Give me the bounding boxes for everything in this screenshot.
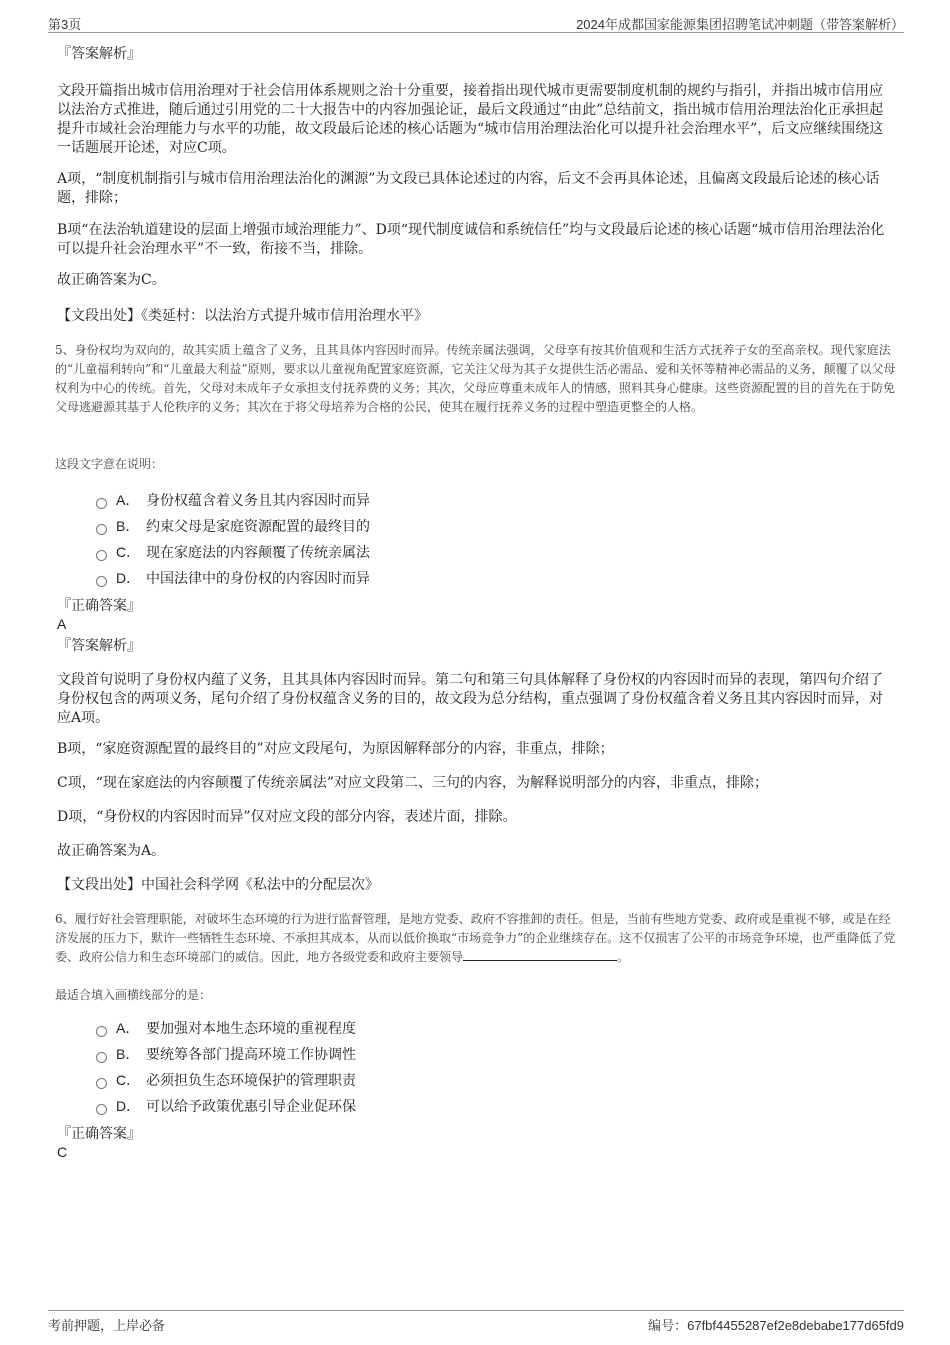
- q5-analysis-paragraph-1: 文段首句说明了身份权内蕴了义务，且其具体内容因时而异。第二句和第三句具体解释了身份权的内容因时而异的表现，第四句介绍了身份权包含的两项义务，尾句介绍了身份权蕴含义务的目的，故文段为总分结构，重点强调了身份权蕴含着义务且其内容因时而异，对应A项。: [57, 672, 883, 726]
- q4-analysis-paragraph-3: B项“在法治轨道建设的层面上增强市域治理能力”、D项“现代制度诚信和系统信任”均与文段最后论述的核心话题“城市信用治理法治化可以提升社会治理水平”不一致，衔接不当，排除。: [57, 222, 885, 257]
- q5-analysis-paragraph-5: 故正确答案为A。: [57, 843, 166, 859]
- radio-icon[interactable]: [96, 1026, 107, 1037]
- q5-option-d[interactable]: D． 中国法律中的身份权的内容因时而异: [96, 569, 370, 589]
- q5-answer: A: [57, 616, 67, 632]
- radio-icon[interactable]: [96, 576, 107, 587]
- q4-analysis-label: 『答案解析』: [57, 46, 141, 62]
- q4-analysis-paragraph-4: 故正确答案为C。: [57, 272, 166, 288]
- page-footer: [48, 1310, 904, 1333]
- page-header: [48, 12, 904, 33]
- q6-answer: C: [57, 1144, 68, 1160]
- q5-question-text: 5、身份权均为双向的，故其实质上蕴含了义务，且其具体内容因时而异。传统亲属法强调，父母享有按其价值观和生活方式抚养子女的至高亲权。现代家庭法的“儿童福利转向”和“儿童最大利益”原则，要求以儿童视角配置家庭资源，它关注父母为其子女提供生活必需品、爱和关怀等精神必需品的义务，颠覆了以父母权利为中心的传统。首先，父母对未成年子女承担支付抚养费的义务；其次，父母应尊重未成年人的情感，照料其身心健康。这些资源配置的目的首先在于防免父母逃避源其基于人伦秩序的义务；其次在于将父母培养为合格的公民，使其在履行抚养义务的过程中塑造更整全的人格。: [55, 343, 896, 414]
- q4-source: 【文段出处】《类延村：以法治方式提升城市信用治理水平》: [57, 308, 428, 324]
- footer-slogan: 考前押题，上岸必备: [48, 1318, 166, 1333]
- radio-icon[interactable]: [96, 550, 107, 561]
- fill-in-blank: [463, 948, 617, 961]
- q5-analysis-paragraph-2: B项，“家庭资源配置的最终目的”对应文段尾句，为原因解释部分的内容，非重点，排除；: [57, 741, 614, 757]
- radio-icon[interactable]: [96, 1052, 107, 1063]
- q5-analysis-paragraph-4: D项，“身份权的内容因时而异”仅对应文段的部分内容，表述片面，排除。: [57, 809, 517, 825]
- radio-icon[interactable]: [96, 1104, 107, 1115]
- q5-analysis-label: 『答案解析』: [57, 638, 141, 654]
- q5-analysis-paragraph-3: C项，“现在家庭法的内容颠覆了传统亲属法”对应文段第二、三句的内容，为解释说明部分的内容，非重点，排除；: [57, 775, 769, 791]
- q5-option-b[interactable]: B． 约束父母是家庭资源配置的最终目的: [96, 517, 370, 537]
- q4-analysis-paragraph-1: 文段开篇指出城市信用治理对于社会信用体系规则之治十分重要，接着指出现代城市更需要制度机制的规约与指引，并指出城市信用应以法治方式推进，随后通过引用党的二十大报告中的内容加强论证，最后文段通过“由此”总结前文，指出城市信用治理法治化正承担起提升市域社会治理能力与水平的功能，故文段最后论述的核心话题为“城市信用治理法治化可以提升社会治理水平”，后文应继续围绕这一话题展开论述，对应C项。: [57, 83, 884, 156]
- q6-prompt: 最适合填入画横线部分的是：: [55, 988, 212, 1002]
- radio-icon[interactable]: [96, 1078, 107, 1089]
- q6-option-a[interactable]: A． 要加强对本地生态环境的重视程度: [96, 1019, 356, 1039]
- page-number: 第3页: [48, 17, 82, 32]
- q5-prompt: 这段文字意在说明：: [55, 457, 164, 471]
- q6-option-b[interactable]: B． 要统筹各部门提高环境工作协调性: [96, 1045, 356, 1065]
- q6-option-c[interactable]: C． 必须担负生态环境保护的管理职责: [96, 1071, 356, 1091]
- q5-source: 【文段出处】中国社会科学网《私法中的分配层次》: [57, 877, 379, 893]
- radio-icon[interactable]: [96, 498, 107, 509]
- q6-question-text: 6、履行好社会管理职能，对破坏生态环境的行为进行监督管理，是地方党委、政府不容推卸的责任。但是，当前有些地方党委、政府或是重视不够，或是在经济发展的压力下，默许一些牺牲生态环境、不承担其成本，从而以低价换取“市场竞争力”的企业继续存在。这不仅损害了公平的市场竞争环境，也严重降低了党委、政府公信力和生态环境部门的威信。因此，地方各级党委和政府主要领导 。: [55, 912, 896, 964]
- q6-option-d[interactable]: D． 可以给予政策优惠引导企业促环保: [96, 1097, 356, 1117]
- radio-icon[interactable]: [96, 524, 107, 535]
- q5-answer-label: 『正确答案』: [57, 598, 141, 614]
- q5-option-c[interactable]: C． 现在家庭法的内容颠覆了传统亲属法: [96, 543, 370, 563]
- q6-answer-label: 『正确答案』: [57, 1126, 141, 1142]
- document-title: 2024年成都国家能源集团招聘笔试冲刺题（带答案解析）: [576, 17, 904, 32]
- q4-analysis-paragraph-2: A项，“制度机制指引与城市信用治理法治化的渊源”为文段已具体论述过的内容，后文不会再具体论述，且偏离文段最后论述的核心话题，排除；: [57, 171, 880, 206]
- q5-option-a[interactable]: A． 身份权蕴含着义务且其内容因时而异: [96, 491, 370, 511]
- document-id: 编号：67fbf4455287ef2e8debabe177d65fd9: [648, 1318, 904, 1333]
